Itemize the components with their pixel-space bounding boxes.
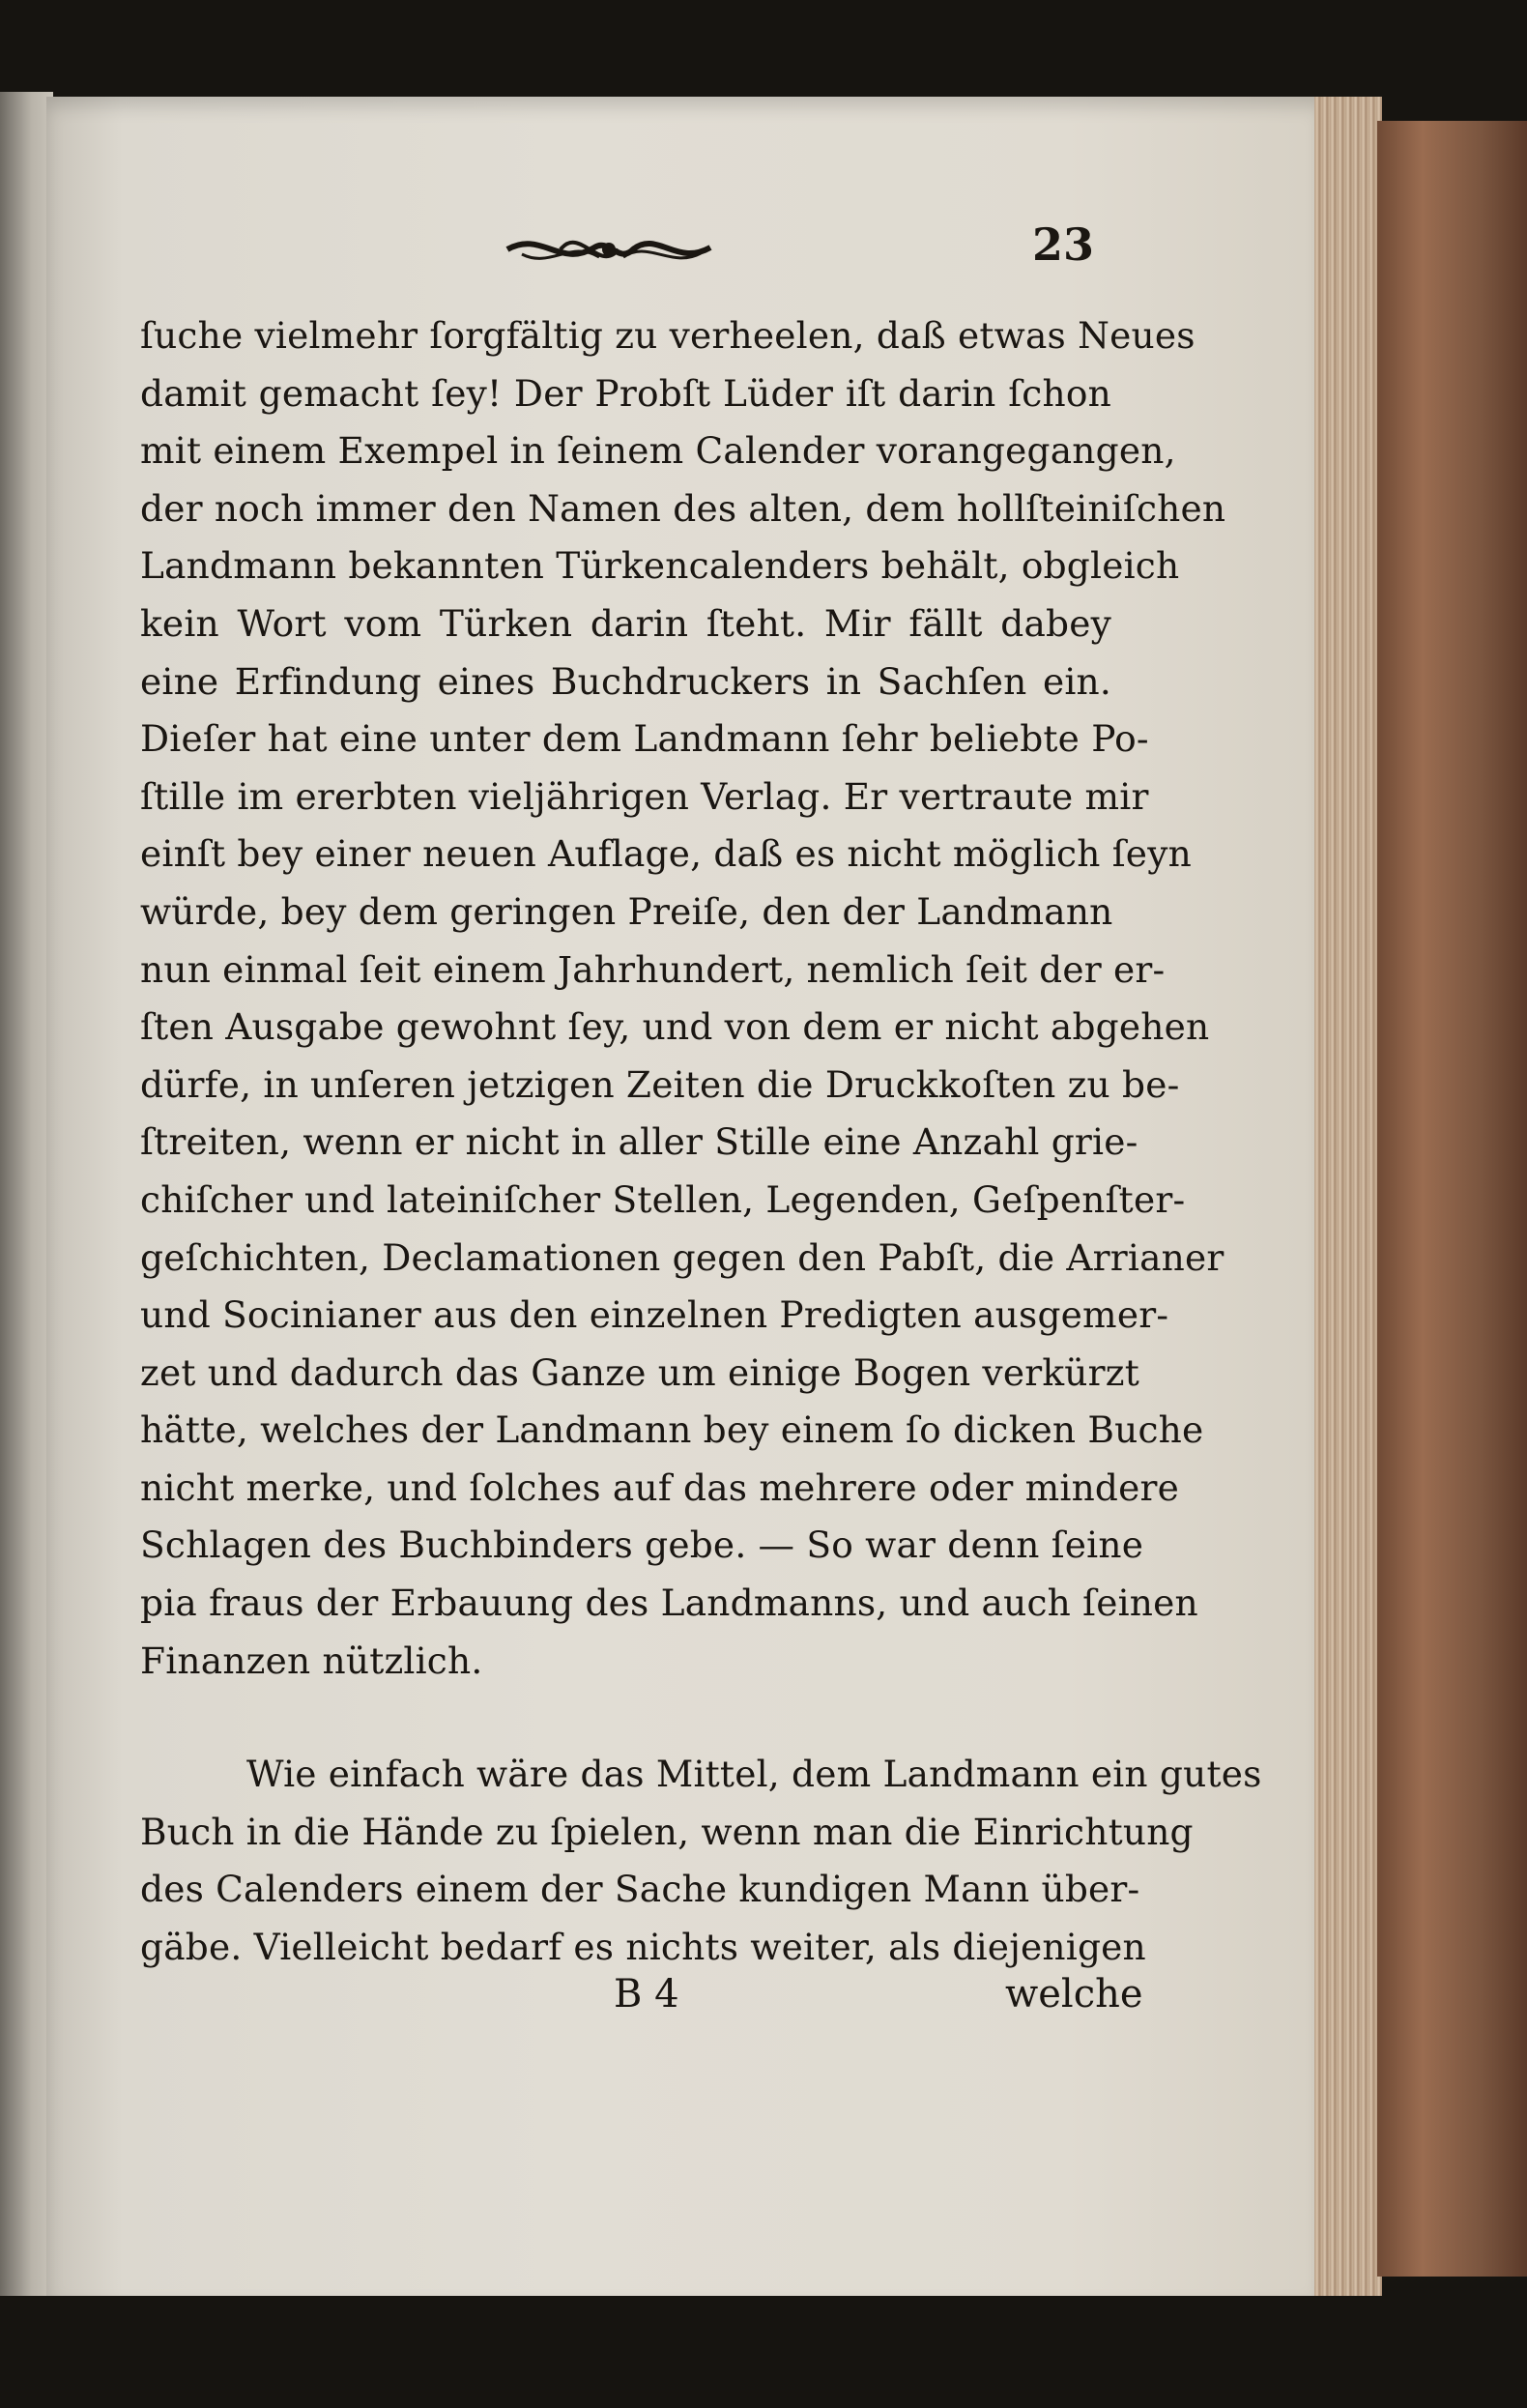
text-line: Schlagen des Buchbinders gebe. — So war denn ſeine (140, 1523, 1144, 1567)
text-line: chiſcher und lateiniſcher Stellen, Legenden, Geſpenſter- (140, 1177, 1186, 1221)
text-line: des Calenders einem der Sache kundigen Mann über- (140, 1868, 1140, 1911)
text-line: nun einmal ſeit einem Jahrhundert, nemlich ſeit der er- (140, 947, 1166, 991)
text-line: kein Wort vom Türken darin ſteht. Mir fällt dabey (140, 601, 1111, 645)
text-line: Dieſer hat eine unter dem Landmann ſehr beliebte Po- (140, 717, 1149, 761)
text-line: Buch in die Hände zu ſpielen, wenn man die Einrichtung (140, 1810, 1194, 1853)
text-line: mit einem Exempel in ſeinem Calender vorangegangen, (140, 429, 1176, 473)
text-line: nicht merke, und ſolches auf das mehrere oder mindere (140, 1465, 1180, 1509)
text-line: Finanzen nützlich. (140, 1639, 483, 1682)
page-edges (1314, 97, 1382, 2296)
page-number: 23 (1032, 218, 1095, 271)
headpiece-ornament (503, 220, 715, 278)
text-line: dürfe, in unſeren jetzigen Zeiten die Druckkoſten zu be- (140, 1062, 1180, 1106)
text-line: und Socinianer aus den einzelnen Predigten ausgemer- (140, 1293, 1169, 1337)
text-line: Wie einfach wäre das Mittel, dem Landmann ein gutes (246, 1753, 1262, 1796)
text-line: damit gemacht ſey! Der Probſt Lüder iſt darin ſchon (140, 371, 1111, 415)
catchword: welche (1005, 1972, 1143, 2016)
text-line: zet und dadurch das Ganze um einige Bogen verkürzt (140, 1350, 1139, 1394)
facing-page-edge (0, 92, 53, 2296)
signature-mark: B 4 (614, 1972, 679, 2016)
text-line: hätte, welches der Landmann bey einem ſo dicken Buche (140, 1408, 1204, 1452)
text-line: würde, bey dem geringen Preiſe, den der Landmann (140, 889, 1113, 933)
text-line: ſtille im ererbten vieljährigen Verlag. Er vertraute mir (140, 774, 1149, 818)
text-line: der noch immer den Namen des alten, dem hollſteiniſchen (140, 486, 1226, 530)
paragraph-gap (140, 1690, 1111, 1746)
text-line: ſtreiten, wenn er nicht in aller Stille eine Anzahl grie- (140, 1120, 1138, 1164)
text-line: ſten Ausgabe gewohnt ſey, und von dem er nicht abgehen (140, 1005, 1210, 1049)
text-line: Landmann bekannten Türkencalenders behält, obgleich (140, 544, 1180, 588)
text-line: ſuche vielmehr ſorgfältig zu verheelen, daß etwas Neues (140, 314, 1196, 357)
book-cover-edge (1377, 121, 1527, 2277)
text-line: geſchichten, Declamationen gegen den Pabſt, die Arrianer (140, 1235, 1224, 1279)
text-line: eine Erfindung eines Buchdruckers in Sachſen ein. (140, 659, 1111, 703)
text-line: gäbe. Vielleicht bedarf es nichts weiter, als diejenigen (140, 1926, 1146, 1969)
text-line: einſt bey einer neuen Auflage, daß es nicht möglich ſeyn (140, 832, 1192, 876)
text-line: pia fraus der Erbauung des Landmanns, und auch ſeinen (140, 1581, 1198, 1625)
body-text (140, 307, 1262, 1977)
